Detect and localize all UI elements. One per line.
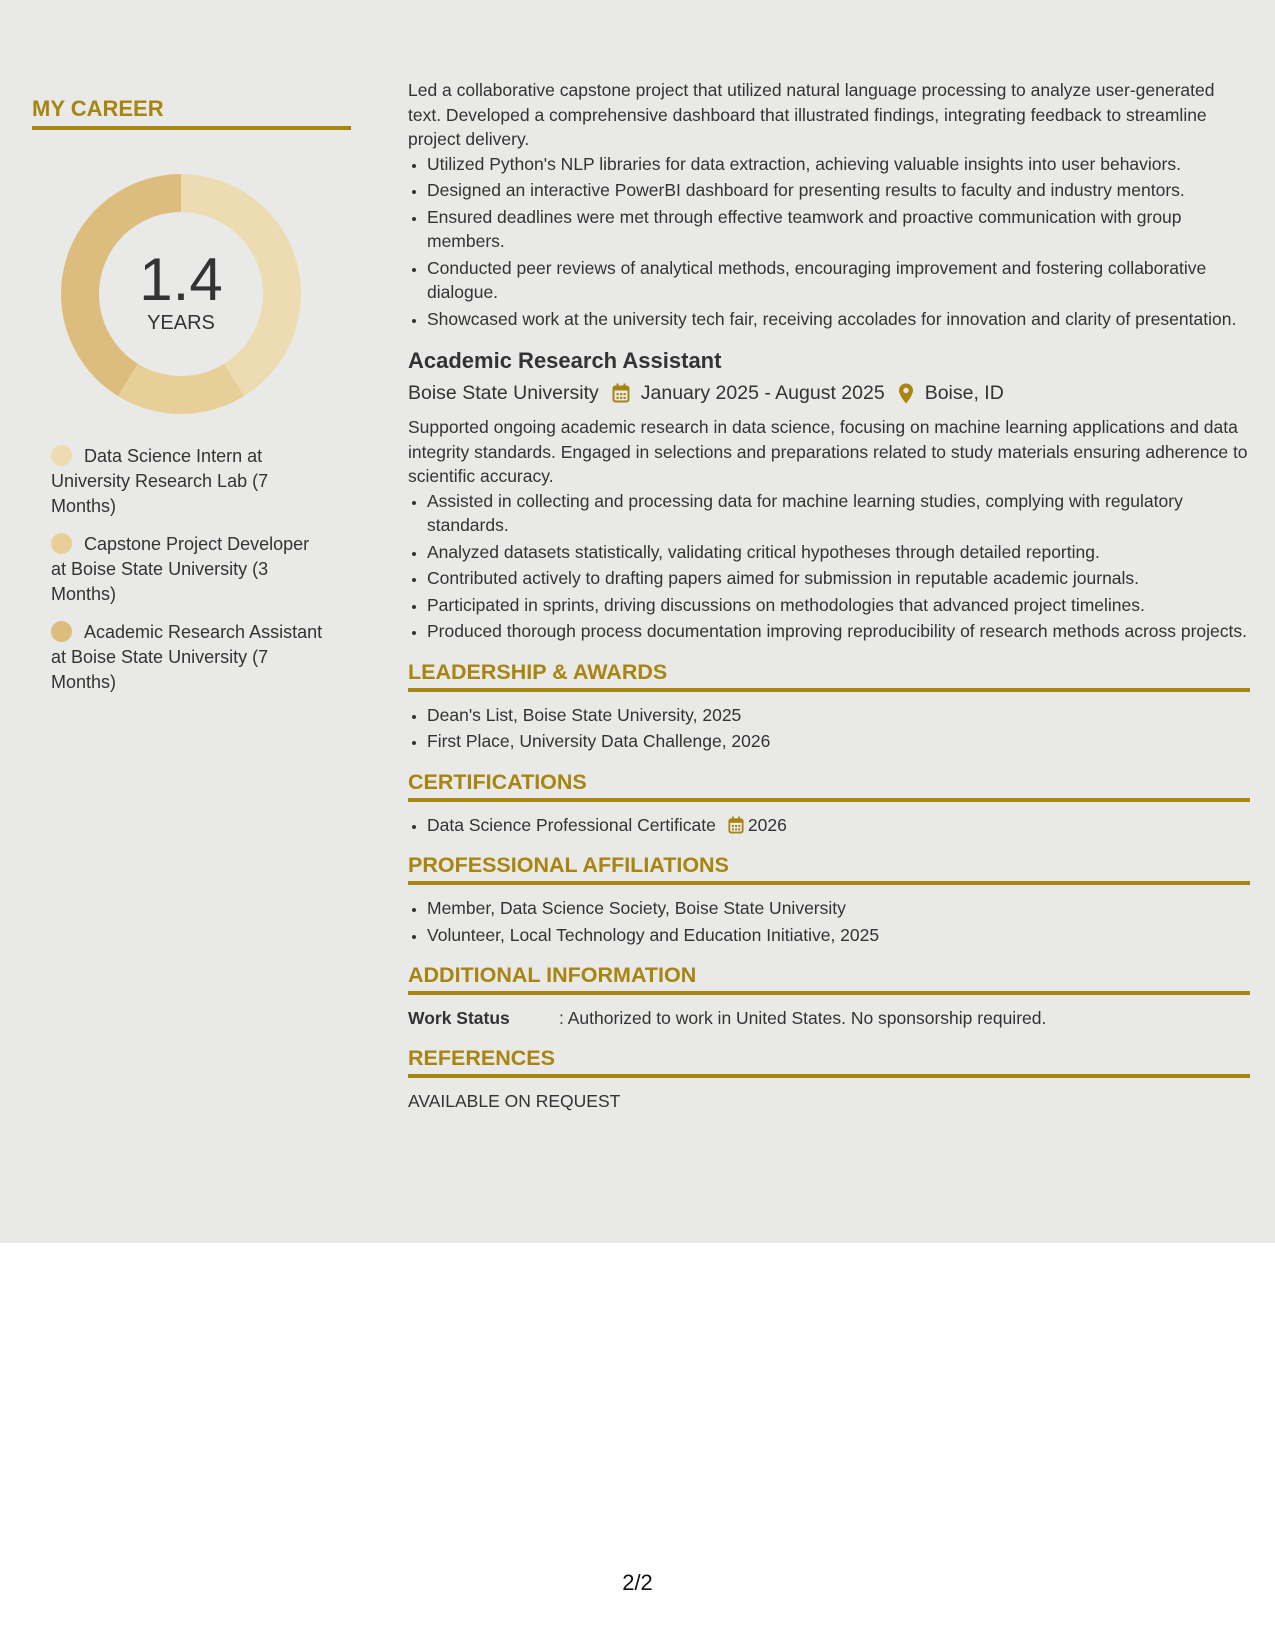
career-donut-chart bbox=[61, 174, 301, 414]
work-status-label: Work Status bbox=[408, 1008, 510, 1028]
additional-info-section bbox=[408, 961, 1250, 1030]
list-item: • Contributed actively to drafting papers aimed for submission in reputable academic journals. bbox=[427, 566, 1250, 591]
job-title: Academic Research Assistant bbox=[408, 348, 722, 373]
section-heading: ADDITIONAL INFORMATION bbox=[408, 961, 1250, 995]
career-legend bbox=[51, 444, 326, 695]
list-item: • Dean's List, Boise State University, 2025 bbox=[427, 703, 1250, 728]
legend-item bbox=[51, 444, 326, 519]
list-item: • Produced thorough process documentation improving reproducibility of research methods across projects. bbox=[427, 619, 1250, 644]
certifications-section bbox=[408, 768, 1250, 838]
calendar-icon bbox=[728, 816, 744, 834]
leadership-section bbox=[408, 658, 1250, 754]
legend-dot bbox=[51, 445, 72, 466]
career-total-unit: YEARS bbox=[147, 311, 215, 334]
legend-item bbox=[51, 532, 326, 607]
leadership-list bbox=[408, 703, 1250, 754]
list-item: • Volunteer, Local Technology and Education Initiative, 2025 bbox=[427, 923, 1250, 948]
career-section-title: MY CAREER bbox=[32, 96, 351, 130]
legend-label: Data Science Intern at University Research Lab (7 Months) bbox=[51, 446, 269, 516]
list-item: • Ensured deadlines were met through effective teamwork and proactive communication with group members. bbox=[427, 205, 1250, 254]
affiliations-section bbox=[408, 851, 1250, 947]
page-number: 2/2 bbox=[622, 1570, 653, 1595]
legend-dot bbox=[51, 533, 72, 554]
cert-row bbox=[427, 813, 1250, 838]
affiliations-list bbox=[408, 896, 1250, 947]
capstone-bullets bbox=[408, 152, 1250, 332]
section-heading: REFERENCES bbox=[408, 1044, 1250, 1078]
cert-name: • Data Science Professional Certificate bbox=[427, 814, 716, 835]
job-bullets bbox=[408, 489, 1250, 644]
section-heading: LEADERSHIP & AWARDS bbox=[408, 658, 1250, 692]
work-status-value: : Authorized to work in United States. No sponsorship required. bbox=[559, 1008, 1047, 1028]
map-pin-icon bbox=[898, 383, 914, 404]
list-item: • Participated in sprints, driving discussions on methodologies that advanced project timelines. bbox=[427, 593, 1250, 618]
job-employer: Boise State University bbox=[408, 382, 599, 404]
legend-label: Academic Research Assistant at Boise State University (7 Months) bbox=[51, 622, 323, 692]
legend-dot bbox=[51, 621, 72, 642]
list-item bbox=[427, 813, 1250, 838]
legend-item bbox=[51, 620, 326, 695]
career-total-value: 1.4 bbox=[139, 245, 223, 313]
list-item: • First Place, University Data Challenge, 2026 bbox=[427, 729, 1250, 754]
references-text: AVAILABLE ON REQUEST bbox=[408, 1091, 621, 1111]
list-item: • Showcased work at the university tech fair, receiving accolades for innovation and clarity of presentation. bbox=[427, 307, 1250, 332]
list-item: • Assisted in collecting and processing data for machine learning studies, complying with regulatory standards. bbox=[427, 489, 1250, 538]
job-location: Boise, ID bbox=[924, 382, 1004, 404]
list-item: • Designed an interactive PowerBI dashboard for presenting results to faculty and industry mentors. bbox=[427, 178, 1250, 203]
capstone-summary: Led a collaborative capstone project that utilized natural language processing to analyze user-generated text. Developed a comprehensive dashboard that illustrated findings, integrating feedback to streamline project delivery. bbox=[408, 80, 1215, 149]
list-item: • Utilized Python's NLP libraries for data extraction, achieving valuable insights into user behaviors. bbox=[427, 152, 1250, 177]
career-sidebar bbox=[32, 96, 351, 708]
list-item: • Analyzed datasets statistically, validating critical hypotheses through detailed reporting. bbox=[427, 540, 1250, 565]
job-meta bbox=[408, 379, 1250, 407]
list-item: • Member, Data Science Society, Boise State University bbox=[427, 896, 1250, 921]
job-summary: Supported ongoing academic research in data science, focusing on machine learning applications and data integrity standards. Engaged in selections and preparations related to study materials ensuring adherence to scientific accuracy. bbox=[408, 417, 1248, 486]
cert-year: 2026 bbox=[747, 814, 787, 835]
job-dates: January 2025 - August 2025 bbox=[640, 382, 885, 404]
references-section bbox=[408, 1044, 1250, 1113]
section-heading: PROFESSIONAL AFFILIATIONS bbox=[408, 851, 1250, 885]
work-status-row bbox=[408, 1006, 1250, 1030]
list-item: • Conducted peer reviews of analytical methods, encouraging improvement and fostering collaborative dialogue. bbox=[427, 256, 1250, 305]
donut-center bbox=[61, 174, 301, 414]
main-content bbox=[408, 78, 1250, 1113]
certifications-list bbox=[408, 813, 1250, 838]
legend-label: Capstone Project Developer at Boise State University (3 Months) bbox=[51, 534, 310, 604]
section-heading: CERTIFICATIONS bbox=[408, 768, 1250, 802]
calendar-icon bbox=[612, 383, 630, 403]
